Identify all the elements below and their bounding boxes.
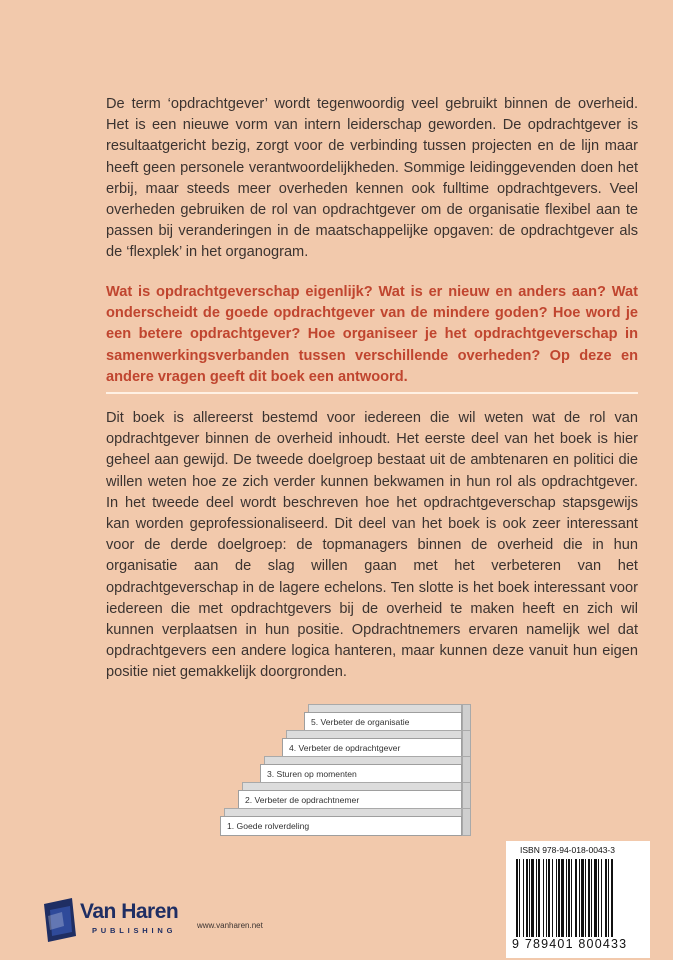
barcode-bar — [556, 859, 557, 937]
publisher-name: Van Haren — [80, 900, 179, 923]
step-5-side — [462, 704, 471, 732]
logo-mark-icon — [42, 896, 82, 944]
barcode-bar — [585, 859, 586, 937]
barcode-bar — [581, 859, 584, 937]
intro-paragraph: De term ‘opdrachtgever’ wordt tegenwoordig veel gebruikt binnen de overheid. Het is een nieuwe vorm van intern leiderschap geworden. De opdrachtgever is resultaatgericht bezig, zorgt voor de verbinding tussen projecten en de lijn maar heeft geen personele verantwoordelijkheden. Sommige leidinggevenden doen het erbij, maar steeds meer overheden kennen ook fulltime opdrachtgevers. Veel overheden gebruiken de rol van opdrachtgever om de organisatie flexibel aan te passen bij veranderingen in de maatschappelijke opgaven: de opdrachtgever als de ‘flexplek’ in het organogram. — [106, 96, 638, 261]
barcode-bar — [558, 859, 560, 937]
barcode-bar — [519, 859, 520, 937]
barcode-icon — [516, 859, 640, 937]
step-4-side — [462, 730, 471, 758]
barcode-bar — [579, 859, 580, 937]
barcode-bar — [611, 859, 613, 937]
step-3-top — [264, 756, 462, 764]
step-3: 3. Sturen op momenten — [260, 764, 462, 784]
barcode-number: 9 789401 800433 — [512, 937, 628, 951]
step-1-top — [224, 808, 462, 816]
barcode-bar — [594, 859, 597, 937]
barcode-bar — [526, 859, 528, 937]
barcode-bar — [605, 859, 607, 937]
step-2-side — [462, 782, 471, 810]
barcode-bar — [516, 859, 518, 937]
barcode-bar — [591, 859, 592, 937]
barcode-bar — [548, 859, 550, 937]
barcode-bar — [529, 859, 530, 937]
step-2-top — [242, 782, 462, 790]
step-5: 5. Verbeter de organisatie — [304, 712, 462, 732]
barcode-bar — [546, 859, 547, 937]
step-5-top — [308, 704, 462, 712]
step-2: 2. Verbeter de opdrachtnemer — [238, 790, 462, 810]
barcode-bar — [608, 859, 609, 937]
step-4: 4. Verbeter de opdrachtgever — [282, 738, 462, 758]
publisher-website: www.vanharen.net — [197, 921, 263, 930]
questions-paragraph: Wat is opdrachtgeverschap eigenlijk? Wat is er nieuw en anders aan? Wat onderscheidt de goede opdrachtgever van de mindere goden? Hoe word je een betere opdrachtgever? Hoe organiseer je het opdrachtgeverschap in samenwerkingsverbanden tussen verschillende overheden? Op deze en andere vragen geeft dit boek een antwoord. — [106, 284, 638, 385]
barcode-bar — [538, 859, 540, 937]
barcode-bar — [561, 859, 564, 937]
barcode-bar — [571, 859, 572, 937]
body-paragraph: Dit boek is allereerst bestemd voor iedereen die wil weten wat de rol van opdrachtgever binnen de overheid inhoudt. Het eerste deel van het boek is hier geheel aan gewijd. De tweede doelgroep bestaat uit de ambtenaren en politici die willen weten hoe ze zich verder kunnen bekwamen in hun rol als opdrachtgever. In het tweede deel wordt beschreven hoe het opdrachtgeverschap stapsgewijs kan worden geprofessionaliseerd. Dit deel van het boek is ook zeer interessant voor de derde doelgroep: de topmanagers binnen de overheid die in hun organisatie aan de slag willen gaan met het verbeteren van het opdrachtgeverschap in de lagere echelons. Ten slotte is het boek interessant voor iedereen die met opdrachtgevers bij de overheid te maken heeft en zich wil kunnen verplaatsen in hun positie. Opdrachtnemers ervaren namelijk wel dat opdrachtgevers een andere logica hanteren, maar kunnen deze vanuit hun eigen positie niet gemakkelijk doorgronden. — [106, 410, 638, 681]
staircase-diagram — [220, 700, 480, 850]
step-1: 1. Goede rolverdeling — [220, 816, 462, 836]
step-4-top — [286, 730, 462, 738]
step-1-side — [462, 808, 471, 836]
barcode-bar — [531, 859, 534, 937]
section-divider — [106, 392, 638, 394]
barcode-bar — [523, 859, 524, 937]
isbn-label: ISBN 978-94-018-0043-3 — [520, 845, 615, 855]
barcode-bar — [601, 859, 602, 937]
publisher-logo — [42, 894, 184, 946]
barcode-area — [506, 841, 650, 958]
publisher-subtitle: PUBLISHING — [92, 926, 177, 935]
barcode-bar — [543, 859, 544, 937]
barcode-bar — [588, 859, 590, 937]
barcode-bar — [536, 859, 537, 937]
barcode-bar — [575, 859, 577, 937]
barcode-bar — [598, 859, 599, 937]
barcode-bar — [566, 859, 567, 937]
barcode-bar — [552, 859, 553, 937]
barcode-bar — [568, 859, 570, 937]
step-3-side — [462, 756, 471, 784]
